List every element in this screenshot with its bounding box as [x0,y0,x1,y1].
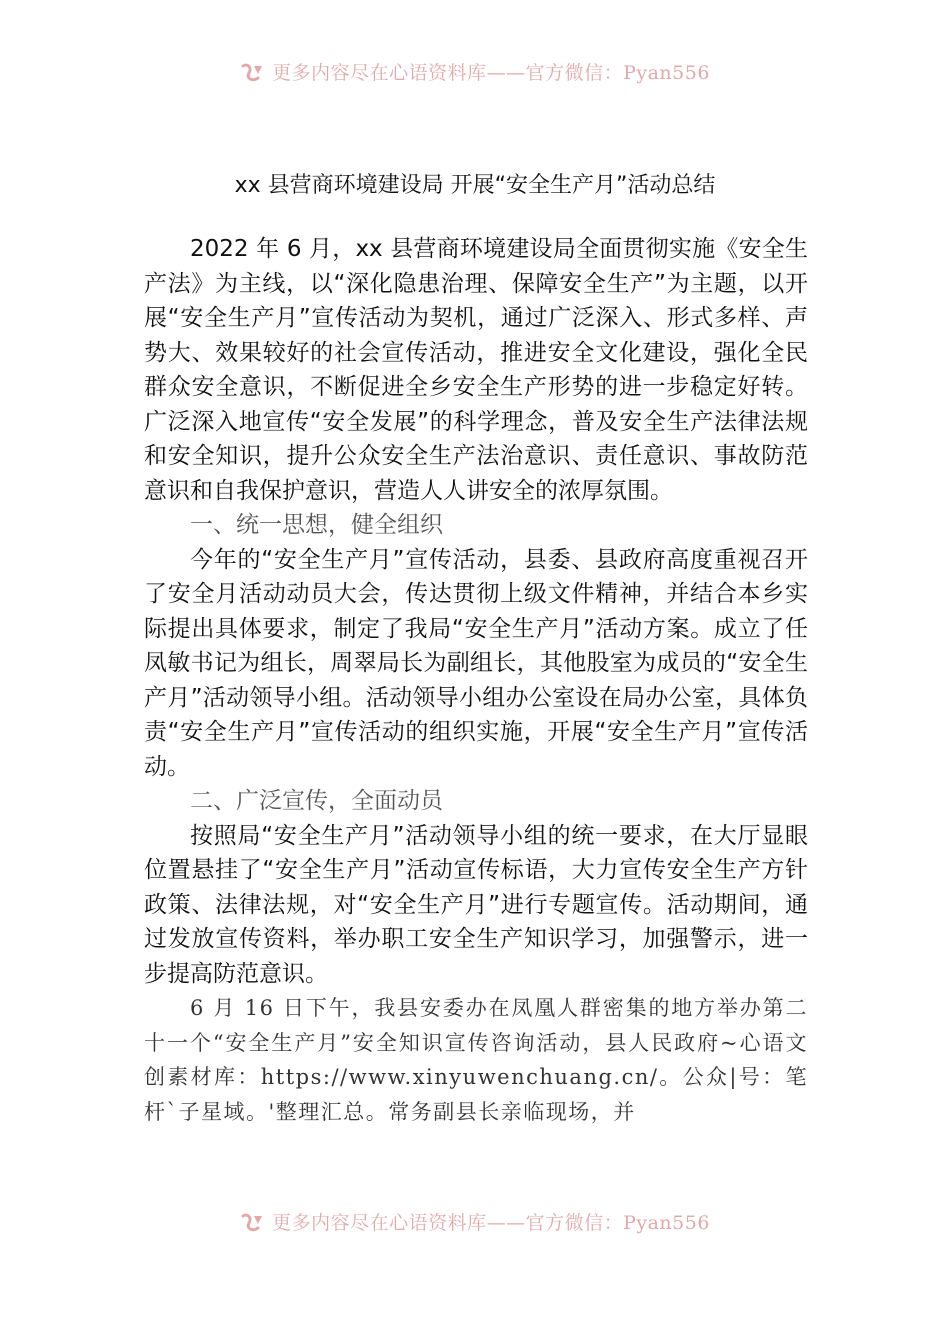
document-body [144,232,808,1129]
watermark-header-text: 更多内容尽在心语资料库——官方微信：Pyan556 [272,62,710,84]
paragraph-intro: 2022 年 6 月，xx 县营商环境建设局全面贯彻实施《安全生产法》为主线，以“深化隐患治理、保障安全生产”为主题，以开展“安全生产月”宣传活动为契机，通过广泛深入、形式多样、声势大、效果较好的社会宣传活动，推进安全文化建设，强化全民群众安全意识，不断促进全乡安全生产形势的进一步稳定好转。广泛深入地宣传“安全发展”的科学理念，普及安全生产法律法规和安全知识，提升公众安全生产法治意识、责任意识、事故防范意识和自我保护意识，营造人人讲安全的浓厚氛围。 [144,236,808,504]
watermark-header [0,58,950,85]
paragraph-section-1: 今年的“安全生产月”宣传活动，县委、县政府高度重视召开了安全月活动动员大会，传达贯彻上级文件精神，并结合本乡实际提出具体要求，制定了我局“安全生产月”活动方案。成立了任凤敏书记为组长，周翠局长为副组长，其他股室为成员的“安全生产月”活动领导小组。活动领导小组办公室设在局办公室，具体负责“安全生产月”宣传活动的组织实施，开展“安全生产月”宣传活动。 [144,546,808,780]
section-heading-2: 二、广泛宣传，全面动员 [190,788,443,814]
document-title: xx 县营商环境建设局 开展“安全生产月”活动总结 [234,173,716,198]
section-heading-1: 一、统一思想，健全组织 [190,512,443,538]
watermark-footer [0,1208,950,1235]
watermark-logo-icon [240,1212,266,1234]
watermark-footer-text: 更多内容尽在心语资料库——官方微信：Pyan556 [272,1212,710,1234]
paragraph-event: 6 月 16 日下午，我县安委办在凤凰人群密集的地方举办第二十一个“安全生产月”安全知识宣传咨询活动，县人民政府~心语文创素材库：https://www.xinyuwenchuang.cn/。公众|号：笔杆`子星域。'整理汇总。常务副县长亲临现场，并 [144,996,808,1124]
watermark-logo-icon [240,62,266,84]
paragraph-section-2: 按照局“安全生产月”活动领导小组的统一要求，在大厅显眼位置悬挂了“安全生产月”活动宣传标语，大力宣传安全生产方针政策、法律法规，对“安全生产月”进行专题宣传。活动期间，通过发放宣传资料，举办职工安全生产知识学习，加强警示，进一步提高防范意识。 [144,822,808,987]
